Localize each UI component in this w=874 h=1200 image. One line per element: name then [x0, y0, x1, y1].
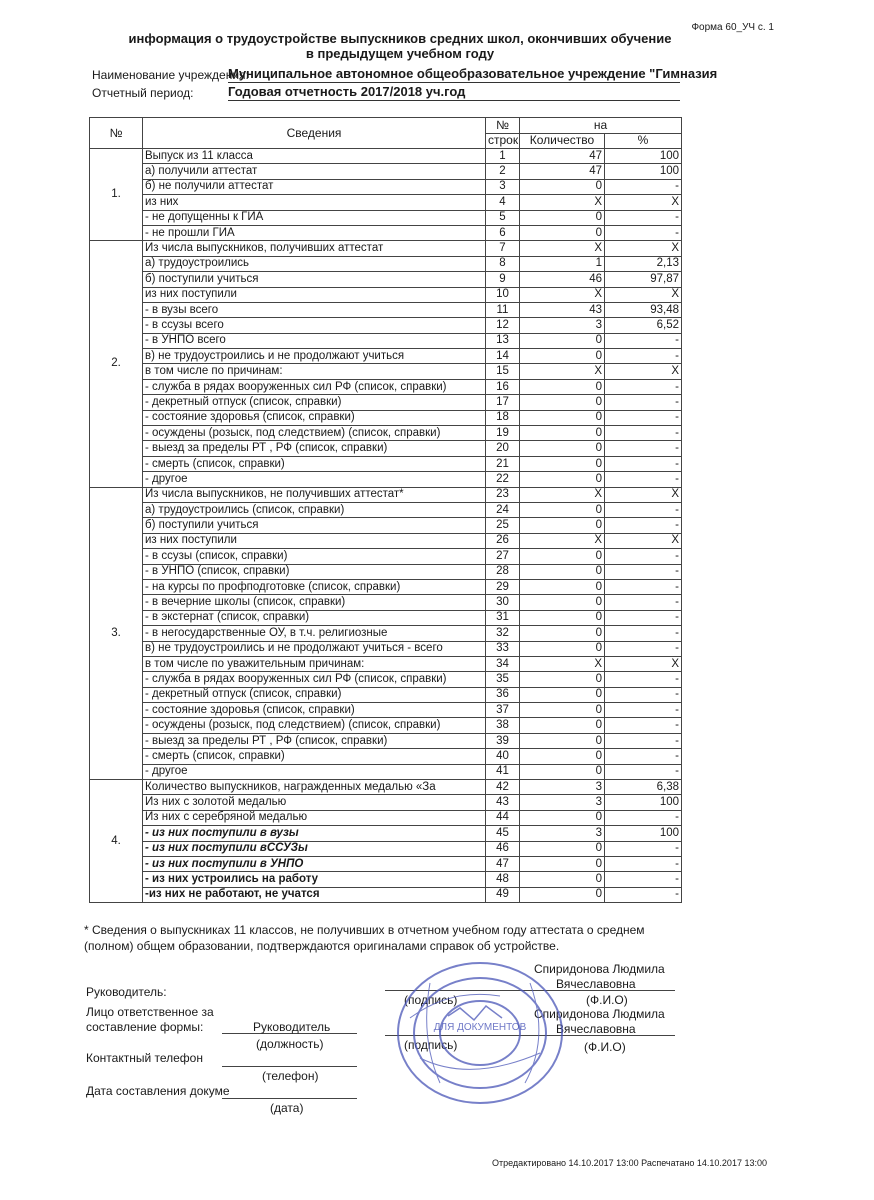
row-percent: 100	[605, 149, 682, 164]
row-quantity: X	[520, 656, 605, 671]
row-number: 32	[486, 626, 520, 641]
row-quantity: 0	[520, 333, 605, 348]
row-number: 36	[486, 687, 520, 702]
row-label: Выпуск из 11 класса	[143, 149, 486, 164]
row-quantity: 0	[520, 549, 605, 564]
row-quantity: 0	[520, 579, 605, 594]
row-label: - не допущенны к ГИА	[143, 210, 486, 225]
row-percent: -	[605, 764, 682, 779]
row-number: 7	[486, 241, 520, 256]
row-quantity: 3	[520, 826, 605, 841]
table-row	[90, 287, 682, 302]
row-percent: -	[605, 456, 682, 471]
row-percent: 93,48	[605, 302, 682, 317]
row-label: из них	[143, 195, 486, 210]
row-percent: -	[605, 733, 682, 748]
table-row	[90, 225, 682, 240]
row-percent: X	[605, 287, 682, 302]
row-label: из них поступили	[143, 533, 486, 548]
row-percent: -	[605, 395, 682, 410]
report-table	[89, 117, 682, 903]
row-quantity: 0	[520, 225, 605, 240]
table-row	[90, 364, 682, 379]
row-quantity: X	[520, 241, 605, 256]
header-quantity: Количество	[520, 133, 605, 149]
period-label: Отчетный период:	[92, 86, 194, 100]
row-number: 24	[486, 502, 520, 517]
row-percent: 100	[605, 164, 682, 179]
org-value: Муниципальное автономное общеобразовательное учреждение "Гимназия	[228, 66, 718, 81]
row-label: - выезд за пределы РТ , РФ (список, справки)	[143, 733, 486, 748]
row-quantity: 0	[520, 872, 605, 887]
row-quantity: 0	[520, 410, 605, 425]
row-quantity: 0	[520, 810, 605, 825]
section-number: 1.	[90, 149, 143, 241]
row-quantity: X	[520, 287, 605, 302]
row-number: 22	[486, 472, 520, 487]
row-number: 19	[486, 426, 520, 441]
row-quantity: 0	[520, 626, 605, 641]
row-quantity: 0	[520, 502, 605, 517]
row-label: - декретный отпуск (список, справки)	[143, 395, 486, 410]
row-quantity: 0	[520, 349, 605, 364]
row-label: - смерть (список, справки)	[143, 456, 486, 471]
table-row	[90, 349, 682, 364]
row-quantity: 0	[520, 441, 605, 456]
row-percent: -	[605, 703, 682, 718]
row-number: 16	[486, 379, 520, 394]
table-row	[90, 195, 682, 210]
row-number: 8	[486, 256, 520, 271]
phone-caption: (телефон)	[262, 1069, 319, 1083]
row-label: из них поступили	[143, 287, 486, 302]
row-label: Из числа выпускников, не получивших аттестат*	[143, 487, 486, 502]
row-label: - в УНПО (список, справки)	[143, 564, 486, 579]
row-percent: -	[605, 225, 682, 240]
row-percent: X	[605, 533, 682, 548]
row-quantity: 0	[520, 841, 605, 856]
row-number: 18	[486, 410, 520, 425]
row-label: - осуждены (розыск, под следствием) (список, справки)	[143, 718, 486, 733]
row-quantity: 47	[520, 149, 605, 164]
resp-position: Руководитель	[253, 1020, 331, 1034]
row-percent: -	[605, 502, 682, 517]
row-number: 15	[486, 364, 520, 379]
period-value: Годовая отчетность 2017/2018 уч.год	[228, 84, 680, 101]
row-label: а) трудоустроились	[143, 256, 486, 271]
table-row	[90, 749, 682, 764]
row-number: 20	[486, 441, 520, 456]
row-percent: X	[605, 487, 682, 502]
row-percent: -	[605, 441, 682, 456]
row-number: 38	[486, 718, 520, 733]
row-label: - служба в рядах вооруженных сил РФ (список, справки)	[143, 672, 486, 687]
resp-label-1: Лицо ответственное за	[86, 1005, 214, 1019]
row-label: Количество выпускников, награжденных медалью «За	[143, 780, 486, 795]
resp-sign-caption: (подпись)	[404, 1038, 458, 1052]
row-percent: -	[605, 210, 682, 225]
row-quantity: 0	[520, 179, 605, 194]
position-caption: (должность)	[256, 1037, 324, 1051]
row-number: 11	[486, 302, 520, 317]
row-number: 49	[486, 887, 520, 902]
row-percent: X	[605, 195, 682, 210]
row-quantity: 46	[520, 272, 605, 287]
row-number: 21	[486, 456, 520, 471]
table-row	[90, 426, 682, 441]
footer-timestamps: Отредактировано 14.10.2017 13:00 Распечатано 14.10.2017 13:00	[492, 1158, 767, 1168]
header-row-no: №	[486, 118, 520, 134]
row-percent: 2,13	[605, 256, 682, 271]
row-quantity: X	[520, 195, 605, 210]
row-number: 27	[486, 549, 520, 564]
row-number: 10	[486, 287, 520, 302]
row-label: - смерть (список, справки)	[143, 749, 486, 764]
row-percent: -	[605, 379, 682, 394]
row-number: 3	[486, 179, 520, 194]
table-row	[90, 733, 682, 748]
row-number: 35	[486, 672, 520, 687]
table-row	[90, 703, 682, 718]
row-quantity: 0	[520, 703, 605, 718]
row-label: б) не получили аттестат	[143, 179, 486, 194]
row-percent: -	[605, 564, 682, 579]
row-number: 14	[486, 349, 520, 364]
table-row	[90, 549, 682, 564]
row-quantity: 0	[520, 379, 605, 394]
title-line-1: информация о трудоустройстве выпускников средних школ, окончивших обучение	[128, 31, 672, 46]
row-percent: -	[605, 672, 682, 687]
page-title	[80, 31, 720, 61]
phone-line	[222, 1066, 357, 1067]
row-percent: -	[605, 579, 682, 594]
table-row	[90, 656, 682, 671]
row-percent: -	[605, 810, 682, 825]
row-label: в том числе по уважительным причинам:	[143, 656, 486, 671]
resp-label-2: составление формы:	[86, 1020, 204, 1034]
row-label: - не прошли ГИА	[143, 225, 486, 240]
row-label: а) трудоустроились (список, справки)	[143, 502, 486, 517]
row-percent: -	[605, 426, 682, 441]
row-percent: -	[605, 887, 682, 902]
row-quantity: 3	[520, 795, 605, 810]
row-number: 13	[486, 333, 520, 348]
row-percent: -	[605, 641, 682, 656]
table-row	[90, 672, 682, 687]
row-percent: 6,52	[605, 318, 682, 333]
table-row	[90, 395, 682, 410]
row-label: - состояние здоровья (список, справки)	[143, 703, 486, 718]
row-quantity: 0	[520, 210, 605, 225]
row-quantity: 0	[520, 426, 605, 441]
row-quantity: 43	[520, 302, 605, 317]
row-quantity: 47	[520, 164, 605, 179]
row-number: 40	[486, 749, 520, 764]
table-row	[90, 887, 682, 902]
row-number: 9	[486, 272, 520, 287]
section-number: 4.	[90, 780, 143, 903]
row-label: - состояние здоровья (список, справки)	[143, 410, 486, 425]
row-number: 12	[486, 318, 520, 333]
row-quantity: 1	[520, 256, 605, 271]
row-number: 48	[486, 872, 520, 887]
table-row	[90, 780, 682, 795]
row-number: 26	[486, 533, 520, 548]
row-label: - в ссузы (список, справки)	[143, 549, 486, 564]
table-row	[90, 795, 682, 810]
row-percent: -	[605, 687, 682, 702]
row-label: - в УНПО всего	[143, 333, 486, 348]
section-number: 2.	[90, 241, 143, 487]
row-number: 2	[486, 164, 520, 179]
row-number: 6	[486, 225, 520, 240]
row-label: - в вечерние школы (список, справки)	[143, 595, 486, 610]
table-row	[90, 533, 682, 548]
table-row	[90, 502, 682, 517]
table-row	[90, 610, 682, 625]
head-name-line-1: Спиридонова Людмила	[534, 962, 665, 976]
row-quantity: 0	[520, 610, 605, 625]
header-at: на	[520, 118, 682, 134]
row-number: 39	[486, 733, 520, 748]
table-row	[90, 318, 682, 333]
row-number: 45	[486, 826, 520, 841]
table-row	[90, 210, 682, 225]
table-row	[90, 518, 682, 533]
table-row	[90, 333, 682, 348]
head-label: Руководитель:	[86, 985, 167, 999]
row-number: 34	[486, 656, 520, 671]
row-quantity: 0	[520, 595, 605, 610]
table-row	[90, 826, 682, 841]
row-quantity: X	[520, 487, 605, 502]
row-percent: -	[605, 841, 682, 856]
table-row	[90, 164, 682, 179]
row-label: - из них поступили вССУЗы	[143, 841, 486, 856]
table-row	[90, 272, 682, 287]
row-label: - в экстернат (список, справки)	[143, 610, 486, 625]
row-label: в) не трудоустроились и не продолжают учиться - всего	[143, 641, 486, 656]
row-label: - в вузы всего	[143, 302, 486, 317]
row-quantity: 0	[520, 856, 605, 871]
table-row	[90, 256, 682, 271]
row-label: - осуждены (розыск, под следствием) (список, справки)	[143, 426, 486, 441]
date-caption: (дата)	[270, 1101, 304, 1115]
row-number: 42	[486, 780, 520, 795]
table-row	[90, 687, 682, 702]
row-label: - на курсы по профподготовке (список, справки)	[143, 579, 486, 594]
table-row	[90, 564, 682, 579]
table-row	[90, 487, 682, 502]
head-name-line-2: Вячеславовна	[556, 977, 636, 991]
row-label: - в ссузы всего	[143, 318, 486, 333]
row-number: 5	[486, 210, 520, 225]
table-row	[90, 441, 682, 456]
table-row	[90, 718, 682, 733]
row-label: - декретный отпуск (список, справки)	[143, 687, 486, 702]
row-label: - выезд за пределы РТ , РФ (список, справки)	[143, 441, 486, 456]
row-percent: -	[605, 872, 682, 887]
table-row	[90, 149, 682, 164]
row-number: 31	[486, 610, 520, 625]
row-label: Из них с серебряной медалью	[143, 810, 486, 825]
row-quantity: 3	[520, 318, 605, 333]
table-body	[90, 149, 682, 903]
row-label: - из них поступили в УНПО	[143, 856, 486, 871]
stamp-text: ДЛЯ ДОКУМЕНТОВ	[433, 1022, 527, 1033]
official-stamp	[390, 958, 570, 1108]
row-percent: -	[605, 518, 682, 533]
row-quantity: 0	[520, 518, 605, 533]
row-percent: X	[605, 241, 682, 256]
row-number: 43	[486, 795, 520, 810]
row-percent: X	[605, 364, 682, 379]
table-row	[90, 810, 682, 825]
row-percent: X	[605, 656, 682, 671]
table-row	[90, 872, 682, 887]
table-row	[90, 179, 682, 194]
row-quantity: 3	[520, 780, 605, 795]
stamp-icon	[390, 958, 570, 1108]
table-row	[90, 410, 682, 425]
row-percent: 100	[605, 795, 682, 810]
row-number: 4	[486, 195, 520, 210]
date-line	[222, 1098, 357, 1099]
row-label: Из числа выпускников, получивших аттестат	[143, 241, 486, 256]
row-label: - в негосударственные ОУ, в т.ч. религиозные	[143, 626, 486, 641]
head-fio-caption: (Ф.И.О)	[586, 993, 628, 1007]
row-number: 1	[486, 149, 520, 164]
row-number: 44	[486, 810, 520, 825]
row-label: - другое	[143, 472, 486, 487]
table-row	[90, 472, 682, 487]
resp-fio-caption: (Ф.И.О)	[584, 1040, 626, 1054]
row-number: 47	[486, 856, 520, 871]
form-code: Форма 60_УЧ с. 1	[691, 22, 774, 33]
row-label: в том числе по причинам:	[143, 364, 486, 379]
row-label: -из них не работают, не учатся	[143, 887, 486, 902]
row-quantity: 0	[520, 887, 605, 902]
table-row	[90, 856, 682, 871]
table-row	[90, 626, 682, 641]
row-label: - из них поступили в вузы	[143, 826, 486, 841]
row-quantity: 0	[520, 641, 605, 656]
row-quantity: 0	[520, 672, 605, 687]
table-row	[90, 456, 682, 471]
row-percent: -	[605, 610, 682, 625]
row-label: - другое	[143, 764, 486, 779]
header-no: №	[90, 118, 143, 149]
row-percent: -	[605, 718, 682, 733]
table-row	[90, 579, 682, 594]
row-quantity: 0	[520, 749, 605, 764]
header-info: Сведения	[143, 118, 486, 149]
row-quantity: 0	[520, 395, 605, 410]
row-number: 28	[486, 564, 520, 579]
row-number: 46	[486, 841, 520, 856]
table-row	[90, 595, 682, 610]
row-label: Из них с золотой медалью	[143, 795, 486, 810]
row-percent: -	[605, 749, 682, 764]
title-line-2: в предыдущем учебном году	[305, 46, 495, 61]
row-percent: -	[605, 472, 682, 487]
table-row	[90, 641, 682, 656]
table-row	[90, 302, 682, 317]
table-row	[90, 764, 682, 779]
row-label: в) не трудоустроились и не продолжают учиться	[143, 349, 486, 364]
row-quantity: 0	[520, 472, 605, 487]
table-row	[90, 241, 682, 256]
row-number: 25	[486, 518, 520, 533]
row-percent: 6,38	[605, 780, 682, 795]
row-label: б) поступили учиться	[143, 518, 486, 533]
row-percent: -	[605, 856, 682, 871]
row-number: 33	[486, 641, 520, 656]
row-quantity: X	[520, 364, 605, 379]
row-label: а) получили аттестат	[143, 164, 486, 179]
row-percent: -	[605, 549, 682, 564]
table-row	[90, 841, 682, 856]
row-percent: -	[605, 626, 682, 641]
row-label: - служба в рядах вооруженных сил РФ (список, справки)	[143, 379, 486, 394]
footnote: * Сведения о выпускниках 11 классов, не получивших в отчетном учебном году аттестата о среднем (полном) общем образовании, подтверждаются оригиналами справок об устройстве.	[84, 923, 645, 953]
row-percent: 100	[605, 826, 682, 841]
row-quantity: 0	[520, 733, 605, 748]
row-quantity: X	[520, 533, 605, 548]
row-percent: -	[605, 179, 682, 194]
row-percent: -	[605, 349, 682, 364]
row-quantity: 0	[520, 564, 605, 579]
row-percent: -	[605, 333, 682, 348]
header-percent: %	[605, 133, 682, 149]
table-row	[90, 379, 682, 394]
resp-name-line-1: Спиридонова Людмила	[534, 1007, 665, 1021]
header-row-no-2: строк	[486, 133, 520, 149]
row-quantity: 0	[520, 764, 605, 779]
row-number: 37	[486, 703, 520, 718]
row-number: 23	[486, 487, 520, 502]
row-label: - из них устроились на работу	[143, 872, 486, 887]
row-quantity: 0	[520, 456, 605, 471]
row-label: б) поступили учиться	[143, 272, 486, 287]
row-number: 17	[486, 395, 520, 410]
head-sign-caption: (подпись)	[404, 993, 458, 1007]
row-percent: -	[605, 410, 682, 425]
phone-label: Контактный телефон	[86, 1051, 203, 1065]
row-number: 29	[486, 579, 520, 594]
date-label: Дата составления докуме	[86, 1084, 230, 1098]
row-number: 30	[486, 595, 520, 610]
row-percent: -	[605, 595, 682, 610]
row-percent: 97,87	[605, 272, 682, 287]
row-quantity: 0	[520, 718, 605, 733]
row-quantity: 0	[520, 687, 605, 702]
org-label: Наименование учреждения:	[92, 68, 249, 82]
resp-name-line-2: Вячеславовна	[556, 1022, 636, 1036]
section-number: 3.	[90, 487, 143, 779]
row-number: 41	[486, 764, 520, 779]
